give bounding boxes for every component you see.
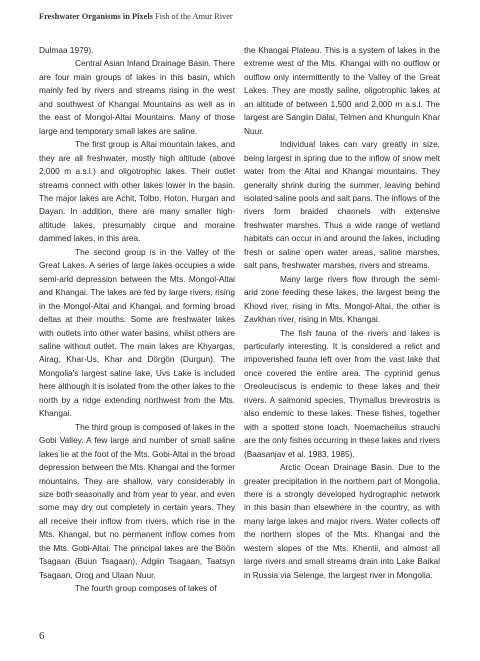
paragraph: the Khangai Plateau. This is a system of lakes in the extreme west of the Mts. Khangai with no outflow or outflow only intermittently to the Valley of the Great Lakes. They are mostly saline, oligotrophic lakes at an altitude of between 1,500 and 2,000 m a.s.l. The largest are Sangiin Dalai, Telmen and Khunguin Khar Nuur. bbox=[244, 45, 440, 136]
paragraph: Central Asian Inland Drainage Basin. There are four main groups of lakes in this basin, which mainly fed by rivers and streams rising in the west and southwest of Khangai Mountains as well as in the east of Mongol-Altai Mountains. Many of those large and temporary small lakes are saline. bbox=[39, 58, 235, 136]
paragraph: The fourth group composes of lakes of bbox=[75, 583, 217, 594]
paragraph: Individual lakes can vary greatly in size, being largest in spring due to the inflow of snow melt water from the Altai and Khangai mountains. They generally shrink during the summer, leaving behind isolated saline pools and salt pans. The inflows of the rivers form braided channels with extensive freshwater marshes. Thus a wide range of wetland habitats can occur in and around the lakes, including fresh or saline open water areas, saline marshes, salt pans, freshwater marshes, rivers and streams. bbox=[244, 139, 440, 271]
paragraph: Many large rivers flow through the semi-arid zone feeding these lakes, the largest being the Khovd river, rising in Mts. Mongol-Altai, the other is Zavkhan river, rising in Mts. Khangai. bbox=[244, 273, 440, 325]
page-number: 6 bbox=[39, 630, 45, 642]
paragraph: The second group is in the Valley of the Great Lakes. A series of large lakes occupies a wide semi-arid depression between the Mts. Mongol-Altai and Khangai. The lakes are fed by large rivers, rising in the Mongol-Altai and Khangai, and forming broad deltas at their mouths. Some are freshwater lakes with outlets into other water basins, whilst others are saline without outlet. The main lakes are Khyargas, Airag, Khar-Us, Khar and Dörgön (Durgun). The Mongolia's largest saline lake, Uvs Lake is included here although it is isolated from the other lakes to the north by a ridge extending northwest from the Mts. Khangai. bbox=[39, 246, 235, 419]
paragraph: The fish fauna of the rivers and lakes is particularly interesting. It is considered a relict and impoverished fauna left over from the vast lake that once covered the entire area. The cyprinid genus Oreoleuciscus is endemic to these lakes and their rivers. A salmonid species, Thymallus brevirostris is also endemic to these lakes. These fishes, together with a spotted stone loach, Noemacheilus strauchi are the only fishes occurring in these lakes and rivers (Baasanjav et al. 1983, 1985). bbox=[244, 327, 440, 459]
paragraph: Dulmaa 1979). bbox=[39, 45, 94, 55]
running-header bbox=[39, 12, 233, 21]
header-book-title: Fish of the Amur River bbox=[155, 12, 233, 21]
text-column-left bbox=[39, 44, 235, 596]
paragraph: Arctic Ocean Drainage Basin. Due to the greater precipitation in the northern part of Mongolia, there is a strongly developed hydrographic network in this basin than elsewhere in the country, as with many large lakes and major rivers. Water collects off the northern slopes of the Mts. Khangai and the western slopes of the Mts. Khentii, and almost all large rivers and small streams drain into Lake Baikal in Russia via Selenge, the largest river in Mongolia. bbox=[244, 462, 440, 580]
header-series-title: Freshwater Organisms in Pixels bbox=[39, 12, 153, 21]
paragraph: The first group is Altai mountain lakes, and they are all freshwater, mostly high altitude (above 2,000 m a.s.l.) and oligotrophic lakes. Their outlet streams connect with other lakes lower in the basin. The major lakes are Achit, Tolbo, Hoton, Hurgan and Dayan. In addition, there are many smaller high-altitude lakes, presumably cirque and moraine dammed lakes, in this area. bbox=[39, 139, 235, 244]
text-column-right bbox=[244, 44, 440, 582]
paragraph: The third group is composed of lakes in the Gobi Valley. A few large and number of small saline lakes lie at the foot of the Mts. Gobi-Altai in the broad depression between the Mts. Khangai and the former mountains. They are shallow, vary considerably in size both seasonally and from year to year, and even some may dry out completely in certain years. They all receive their inflow from rivers, which rise in the Mts. Khangai, but no permanent inflow comes from the Mts. Gobi-Altai. The principal lakes are the Böön Tsagaan (Buun Tsagaan), Adgiin Tsagaan, Taatsyn Tsagaan, Orog and Ulaan Nuur. bbox=[39, 421, 235, 580]
